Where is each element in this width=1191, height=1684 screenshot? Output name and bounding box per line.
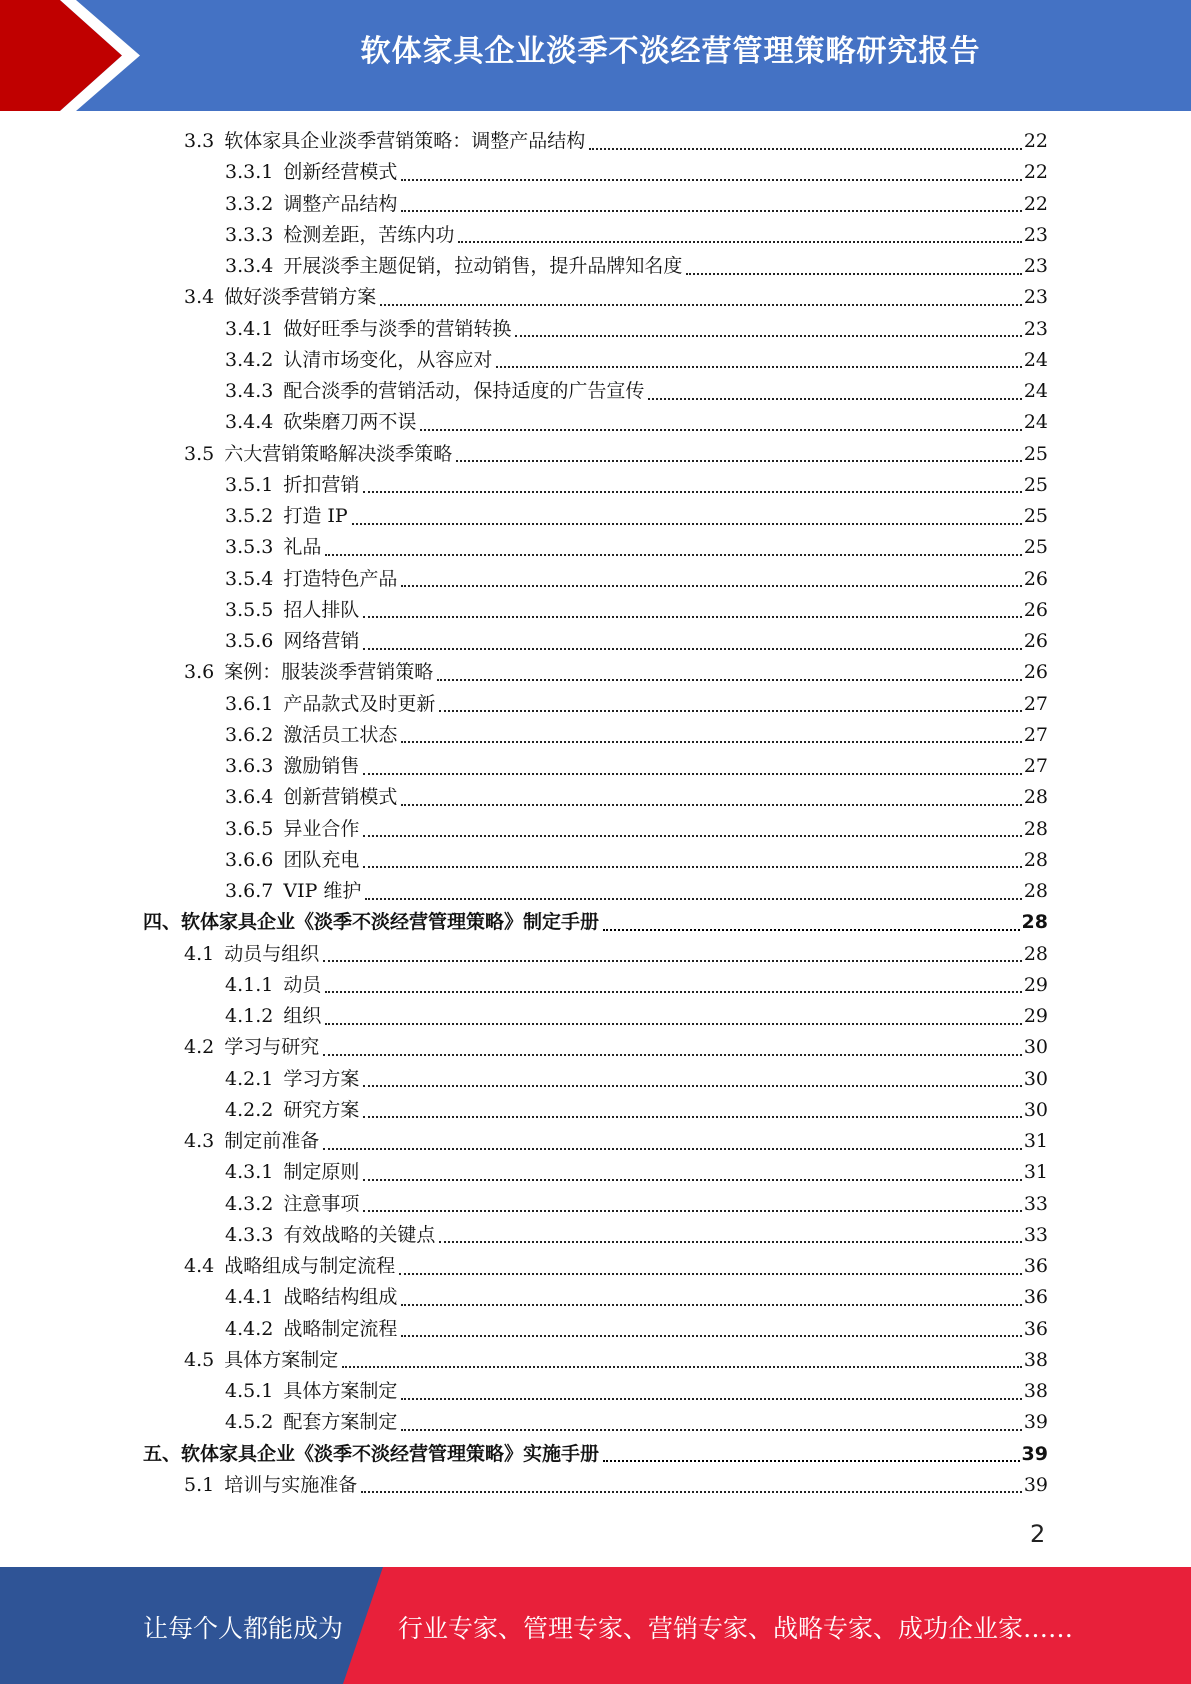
toc-entry-page: 39 — [1021, 1442, 1048, 1465]
toc-entry-label: 具体方案制定 — [283, 1380, 398, 1402]
toc-entry-label: 制定前准备 — [224, 1130, 320, 1152]
toc-entry-page: 27 — [1023, 755, 1048, 777]
toc-entry[interactable] — [0, 1470, 1048, 1501]
toc-entry-page: 25 — [1023, 536, 1048, 559]
toc-entry-number: 3.5.2 — [225, 505, 274, 527]
toc-entry-page: 38 — [1023, 1380, 1048, 1402]
toc-dot-leader — [401, 804, 1021, 806]
toc-entry-page: 33 — [1023, 1192, 1048, 1215]
toc-entry-number: 3.5.4 — [225, 567, 274, 590]
toc-entry-page: 26 — [1023, 661, 1048, 684]
toc-entry[interactable] — [0, 1032, 1048, 1063]
toc-entry-number: 3.4.2 — [225, 348, 274, 371]
toc-entry-number: 4.3 — [184, 1130, 215, 1152]
toc-entry-label: 案例：服装淡季营销策略 — [224, 661, 434, 684]
toc-entry-page: 23 — [1023, 286, 1048, 309]
toc-entry-page: 22 — [1023, 130, 1048, 152]
toc-entry-page: 27 — [1023, 692, 1048, 715]
toc-entry-title — [225, 1095, 361, 1126]
toc-entry-number: 3.6 — [184, 661, 215, 684]
toc-entry-title — [225, 376, 646, 407]
toc-entry[interactable] — [0, 1064, 1048, 1095]
toc-entry-label: 具体方案制定 — [224, 1348, 339, 1371]
toc-entry-label: 配合淡季的营销活动，保持适度的广告宣传 — [283, 380, 645, 402]
toc-entry-number: 3.6.3 — [225, 755, 274, 777]
toc-dot-leader — [363, 616, 1021, 618]
toc-entry-number: 3.4.1 — [225, 317, 274, 340]
toc-entry[interactable] — [0, 564, 1048, 595]
toc-entry-number: 4.2.2 — [225, 1098, 274, 1121]
toc-entry-number: 4.1.2 — [225, 1005, 274, 1027]
toc-entry-title — [184, 1126, 321, 1157]
toc-dot-leader — [323, 960, 1022, 962]
toc-entry-label: 团队充电 — [283, 848, 360, 871]
toc-entry-number: 四、 — [143, 911, 182, 934]
toc-entry-label: 折扣营销 — [283, 473, 360, 496]
toc-entry-number: 3.5.5 — [225, 598, 274, 621]
toc-entry-page: 28 — [1023, 817, 1048, 840]
toc-entry-number: 4.5.1 — [225, 1380, 274, 1402]
toc-entry[interactable] — [0, 626, 1048, 657]
toc-entry-title — [225, 220, 456, 251]
toc-dot-leader — [401, 179, 1021, 181]
toc-entry-title — [225, 501, 350, 532]
toc-entry-label: 软体家具企业淡季营销策略：调整产品结构 — [224, 130, 586, 152]
toc-dot-leader — [437, 679, 1022, 681]
toc-entry-number: 3.4 — [184, 286, 215, 309]
toc-dot-leader — [325, 1023, 1021, 1025]
toc-dot-leader — [352, 523, 1022, 525]
toc-entry-label: 砍柴磨刀两不误 — [283, 411, 417, 434]
toc-dot-leader — [363, 835, 1021, 837]
toc-entry-label: 网络营销 — [283, 630, 360, 652]
toc-entry[interactable] — [0, 1157, 1048, 1188]
toc-entry-title — [225, 1282, 399, 1313]
toc-entry-page: 38 — [1023, 1348, 1048, 1371]
toc-dot-leader — [365, 898, 1021, 900]
toc-entry[interactable] — [0, 314, 1048, 345]
toc-entry[interactable] — [0, 1095, 1048, 1126]
toc-entry-page: 36 — [1023, 1255, 1048, 1277]
toc-entry-page: 36 — [1023, 1286, 1048, 1309]
toc-entry-page: 24 — [1023, 411, 1048, 434]
toc-entry-title — [225, 407, 418, 438]
toc-entry[interactable] — [0, 282, 1048, 313]
toc-entry-page: 27 — [1023, 723, 1048, 746]
toc-entry[interactable] — [0, 751, 1048, 782]
toc-entry[interactable] — [0, 876, 1048, 907]
toc-entry[interactable] — [0, 345, 1048, 376]
toc-entry[interactable] — [0, 470, 1048, 501]
toc-entry-title — [225, 1157, 361, 1188]
toc-entry-title — [184, 439, 454, 470]
toc-entry-title — [184, 1251, 397, 1282]
toc-entry-title — [225, 314, 513, 345]
toc-entry-title — [225, 876, 363, 907]
toc-entry[interactable] — [0, 814, 1048, 845]
footer-slogan-right: 行业专家、管理专家、营销专家、战略专家、成功企业家…… — [398, 1614, 1074, 1643]
toc-dot-leader — [401, 741, 1021, 743]
toc-entry-label: 战略制定流程 — [283, 1317, 398, 1340]
toc-dot-leader — [401, 585, 1021, 587]
toc-entry-page: 26 — [1023, 598, 1048, 621]
toc-entry[interactable] — [0, 970, 1048, 1001]
toc-entry[interactable] — [0, 220, 1048, 251]
toc-entry-page: 23 — [1023, 223, 1048, 246]
toc-dot-leader — [323, 1054, 1022, 1056]
toc-entry-title — [225, 1314, 399, 1345]
toc-entry-label: 动员 — [283, 973, 322, 996]
toc-entry-number: 4.3.3 — [225, 1223, 274, 1246]
toc-entry[interactable] — [0, 1376, 1048, 1407]
toc-entry-page: 22 — [1023, 161, 1048, 184]
toc-entry[interactable] — [0, 532, 1048, 563]
toc-entry-number: 3.5.6 — [225, 630, 274, 652]
toc-entry-page: 30 — [1023, 1098, 1048, 1121]
toc-entry[interactable] — [0, 907, 1048, 938]
toc-entry-page: 30 — [1023, 1036, 1048, 1059]
toc-entry[interactable] — [0, 657, 1048, 688]
toc-dot-leader — [363, 1210, 1021, 1212]
toc-entry-number: 3.6.7 — [225, 880, 274, 902]
toc-entry-label: 注意事项 — [283, 1192, 360, 1215]
toc-entry-label: 激励销售 — [283, 755, 360, 777]
toc-entry-number: 4.5.2 — [225, 1411, 274, 1434]
toc-entry-number: 3.5.1 — [225, 473, 274, 496]
toc-entry-label: 开展淡季主题促销，拉动销售，提升品牌知名度 — [283, 255, 683, 277]
toc-entry-title — [225, 720, 399, 751]
toc-dot-leader — [603, 1460, 1020, 1462]
toc-entry-number: 4.4.1 — [225, 1286, 274, 1309]
toc-entry-title — [184, 1032, 321, 1063]
toc-entry-title — [225, 751, 361, 782]
toc-entry-page: 28 — [1023, 848, 1048, 871]
toc-entry-number: 五、 — [143, 1442, 182, 1465]
toc-entry-title — [225, 595, 361, 626]
toc-entry-number: 4.4 — [184, 1255, 215, 1277]
toc-entry-number: 4.3.1 — [225, 1161, 274, 1184]
toc-entry-number: 3.5.3 — [225, 536, 274, 559]
toc-dot-leader — [648, 398, 1021, 400]
toc-entry-title — [225, 564, 399, 595]
toc-entry-label: 创新营销模式 — [283, 786, 398, 809]
toc-entry-number: 4.1.1 — [225, 973, 274, 996]
toc-entry-title — [225, 1189, 361, 1220]
toc-entry-title — [225, 626, 361, 657]
toc-entry[interactable] — [0, 157, 1048, 188]
table-of-contents — [0, 126, 1191, 1501]
toc-entry-title — [184, 126, 587, 157]
toc-entry-title — [225, 782, 399, 813]
toc-entry-label: 学习与研究 — [224, 1036, 320, 1059]
toc-entry-page: 24 — [1023, 348, 1048, 371]
toc-entry-label: 异业合作 — [283, 817, 360, 840]
toc-dot-leader — [363, 773, 1021, 775]
toc-entry[interactable] — [0, 1251, 1048, 1282]
toc-entry-title — [225, 689, 437, 720]
toc-dot-leader — [401, 210, 1021, 212]
toc-entry-label: 调整产品结构 — [283, 192, 398, 215]
toc-entry-number: 3.6.1 — [225, 692, 274, 715]
toc-entry-page: 28 — [1023, 942, 1048, 965]
toc-entry-label: 打造 IP — [283, 505, 348, 527]
toc-entry-number: 4.2 — [184, 1036, 215, 1059]
toc-dot-leader — [603, 929, 1020, 931]
toc-entry-number: 4.1 — [184, 942, 215, 965]
toc-entry[interactable] — [0, 1282, 1048, 1313]
toc-entry-page: 26 — [1023, 567, 1048, 590]
toc-entry-page: 31 — [1023, 1161, 1048, 1184]
toc-dot-leader — [420, 429, 1021, 431]
toc-entry-title — [225, 1376, 399, 1407]
toc-entry-title — [225, 1064, 361, 1095]
toc-entry-page: 25 — [1023, 473, 1048, 496]
page-number: 2 — [1030, 1520, 1046, 1548]
toc-entry-page: 28 — [1023, 786, 1048, 809]
toc-entry[interactable] — [0, 595, 1048, 626]
toc-entry-number: 4.2.1 — [225, 1067, 274, 1090]
toc-entry-label: 招人排队 — [283, 598, 360, 621]
toc-entry-label: 动员与组织 — [224, 942, 320, 965]
toc-entry-number: 3.3 — [184, 130, 215, 152]
toc-entry-label: 软体家具企业《淡季不淡经营管理策略》实施手册 — [181, 1442, 600, 1465]
toc-entry-page: 28 — [1021, 911, 1048, 934]
toc-entry-title — [225, 845, 361, 876]
toc-entry-title — [184, 1470, 359, 1501]
toc-dot-leader — [363, 1179, 1021, 1181]
toc-dot-leader — [458, 241, 1021, 243]
toc-entry[interactable] — [0, 1314, 1048, 1345]
red-chevron-icon — [0, 0, 160, 111]
toc-entry-number: 3.6.6 — [225, 848, 274, 871]
toc-entry[interactable] — [0, 939, 1048, 970]
toc-entry[interactable] — [0, 126, 1048, 157]
toc-entry-title — [143, 907, 601, 938]
toc-entry-page: 23 — [1023, 317, 1048, 340]
toc-entry-page: 25 — [1023, 442, 1048, 465]
toc-entry[interactable] — [0, 689, 1048, 720]
toc-dot-leader — [363, 648, 1021, 650]
toc-entry-title — [184, 1345, 340, 1376]
toc-entry-label: 制定原则 — [283, 1161, 360, 1184]
toc-dot-leader — [686, 273, 1021, 275]
toc-entry[interactable] — [0, 501, 1048, 532]
toc-entry-title — [184, 939, 321, 970]
toc-entry-label: 产品款式及时更新 — [283, 692, 436, 715]
header-banner — [0, 0, 1191, 111]
toc-dot-leader — [515, 335, 1021, 337]
toc-entry-label: 研究方案 — [283, 1098, 360, 1121]
toc-entry-title — [225, 970, 323, 1001]
toc-entry[interactable] — [0, 1001, 1048, 1032]
toc-entry-label: VIP 维护 — [283, 880, 362, 902]
toc-entry-label: 打造特色产品 — [283, 567, 398, 590]
toc-dot-leader — [401, 1398, 1021, 1400]
toc-entry-label: 软体家具企业《淡季不淡经营管理策略》制定手册 — [181, 911, 600, 934]
toc-entry-number: 3.3.2 — [225, 192, 274, 215]
toc-entry-page: 25 — [1023, 505, 1048, 527]
footer-banner — [0, 1567, 1191, 1684]
toc-entry-label: 激活员工状态 — [283, 723, 398, 746]
footer-slogan-left: 让每个人都能成为 — [143, 1614, 344, 1643]
toc-entry-page: 31 — [1023, 1130, 1048, 1152]
toc-entry-page: 28 — [1023, 880, 1048, 902]
toc-entry[interactable] — [0, 845, 1048, 876]
toc-entry-number: 3.3.4 — [225, 255, 274, 277]
toc-entry-number: 3.3.1 — [225, 161, 274, 184]
toc-entry-page: 36 — [1023, 1317, 1048, 1340]
document-title: 软体家具企业淡季不淡经营管理策略研究报告 — [360, 34, 981, 69]
toc-entry-label: 认清市场变化，从容应对 — [283, 348, 493, 371]
toc-entry-title — [225, 532, 323, 563]
toc-entry-label: 战略组成与制定流程 — [224, 1255, 396, 1277]
toc-entry-number: 3.5 — [184, 442, 215, 465]
toc-entry-page: 39 — [1023, 1411, 1048, 1434]
toc-dot-leader — [363, 491, 1021, 493]
toc-dot-leader — [361, 1491, 1022, 1493]
toc-entry-label: 配套方案制定 — [283, 1411, 398, 1434]
toc-entry-label: 检测差距，苦练内功 — [283, 223, 455, 246]
toc-entry-title — [143, 1439, 601, 1470]
toc-entry-title — [225, 189, 399, 220]
toc-entry-page: 26 — [1023, 630, 1048, 652]
toc-entry-page: 29 — [1023, 1005, 1048, 1027]
toc-entry-title — [225, 251, 684, 282]
toc-entry-page: 30 — [1023, 1067, 1048, 1090]
toc-entry[interactable] — [0, 189, 1048, 220]
toc-dot-leader — [439, 1241, 1021, 1243]
toc-entry-title — [225, 470, 361, 501]
toc-dot-leader — [363, 1116, 1021, 1118]
toc-entry-label: 创新经营模式 — [283, 161, 398, 184]
toc-entry-number: 3.3.3 — [225, 223, 274, 246]
toc-entry-title — [225, 1407, 399, 1438]
toc-entry-number: 4.5 — [184, 1348, 215, 1371]
toc-entry-number: 3.4.4 — [225, 411, 274, 434]
toc-entry-number: 3.4.3 — [225, 380, 274, 402]
toc-entry[interactable] — [0, 1345, 1048, 1376]
toc-dot-leader — [496, 366, 1021, 368]
toc-entry-title — [225, 345, 494, 376]
toc-entry[interactable] — [0, 1407, 1048, 1438]
toc-entry-label: 做好淡季营销方案 — [224, 286, 377, 309]
toc-dot-leader — [401, 1304, 1021, 1306]
toc-entry-number: 5.1 — [184, 1473, 215, 1496]
toc-entry-label: 培训与实施准备 — [224, 1473, 358, 1496]
toc-dot-leader — [401, 1335, 1021, 1337]
toc-dot-leader — [342, 1366, 1022, 1368]
toc-entry[interactable] — [0, 251, 1048, 282]
toc-entry-number: 4.4.2 — [225, 1317, 274, 1340]
toc-entry[interactable] — [0, 1189, 1048, 1220]
toc-entry-title — [225, 814, 361, 845]
toc-dot-leader — [363, 1085, 1021, 1087]
toc-entry[interactable] — [0, 439, 1048, 470]
toc-entry-label: 礼品 — [283, 536, 322, 559]
toc-dot-leader — [323, 1148, 1022, 1150]
toc-entry-label: 有效战略的关键点 — [283, 1223, 436, 1246]
toc-entry-label: 学习方案 — [283, 1067, 360, 1090]
toc-entry-label: 组织 — [283, 1005, 322, 1027]
toc-entry-number: 3.6.4 — [225, 786, 274, 809]
toc-entry-title — [225, 1220, 437, 1251]
toc-entry-page: 24 — [1023, 380, 1048, 402]
toc-entry-page: 33 — [1023, 1223, 1048, 1246]
toc-dot-leader — [380, 304, 1022, 306]
toc-entry-title — [225, 1001, 323, 1032]
toc-dot-leader — [456, 460, 1022, 462]
toc-entry[interactable] — [0, 1220, 1048, 1251]
toc-entry-label: 做好旺季与淡季的营销转换 — [283, 317, 512, 340]
toc-entry[interactable] — [0, 407, 1048, 438]
toc-entry[interactable] — [0, 1126, 1048, 1157]
toc-entry-page: 22 — [1023, 192, 1048, 215]
toc-entry[interactable] — [0, 376, 1048, 407]
toc-entry-title — [225, 157, 399, 188]
toc-entry-page: 39 — [1023, 1473, 1048, 1496]
toc-entry-page: 29 — [1023, 973, 1048, 996]
toc-entry-page: 23 — [1023, 255, 1048, 277]
toc-entry-number: 4.3.2 — [225, 1192, 274, 1215]
toc-dot-leader — [325, 991, 1021, 993]
toc-dot-leader — [401, 1429, 1021, 1431]
toc-entry-number: 3.6.5 — [225, 817, 274, 840]
toc-entry-label: 战略结构组成 — [283, 1286, 398, 1309]
toc-dot-leader — [439, 710, 1021, 712]
toc-entry[interactable] — [0, 720, 1048, 751]
toc-entry[interactable] — [0, 782, 1048, 813]
toc-entry[interactable] — [0, 1439, 1048, 1470]
toc-dot-leader — [399, 1273, 1022, 1275]
toc-entry-title — [184, 657, 435, 688]
toc-dot-leader — [589, 148, 1022, 150]
toc-entry-number: 3.6.2 — [225, 723, 274, 746]
toc-entry-label: 六大营销策略解决淡季策略 — [224, 442, 453, 465]
toc-entry-title — [184, 282, 378, 313]
toc-dot-leader — [325, 554, 1021, 556]
toc-dot-leader — [363, 866, 1021, 868]
